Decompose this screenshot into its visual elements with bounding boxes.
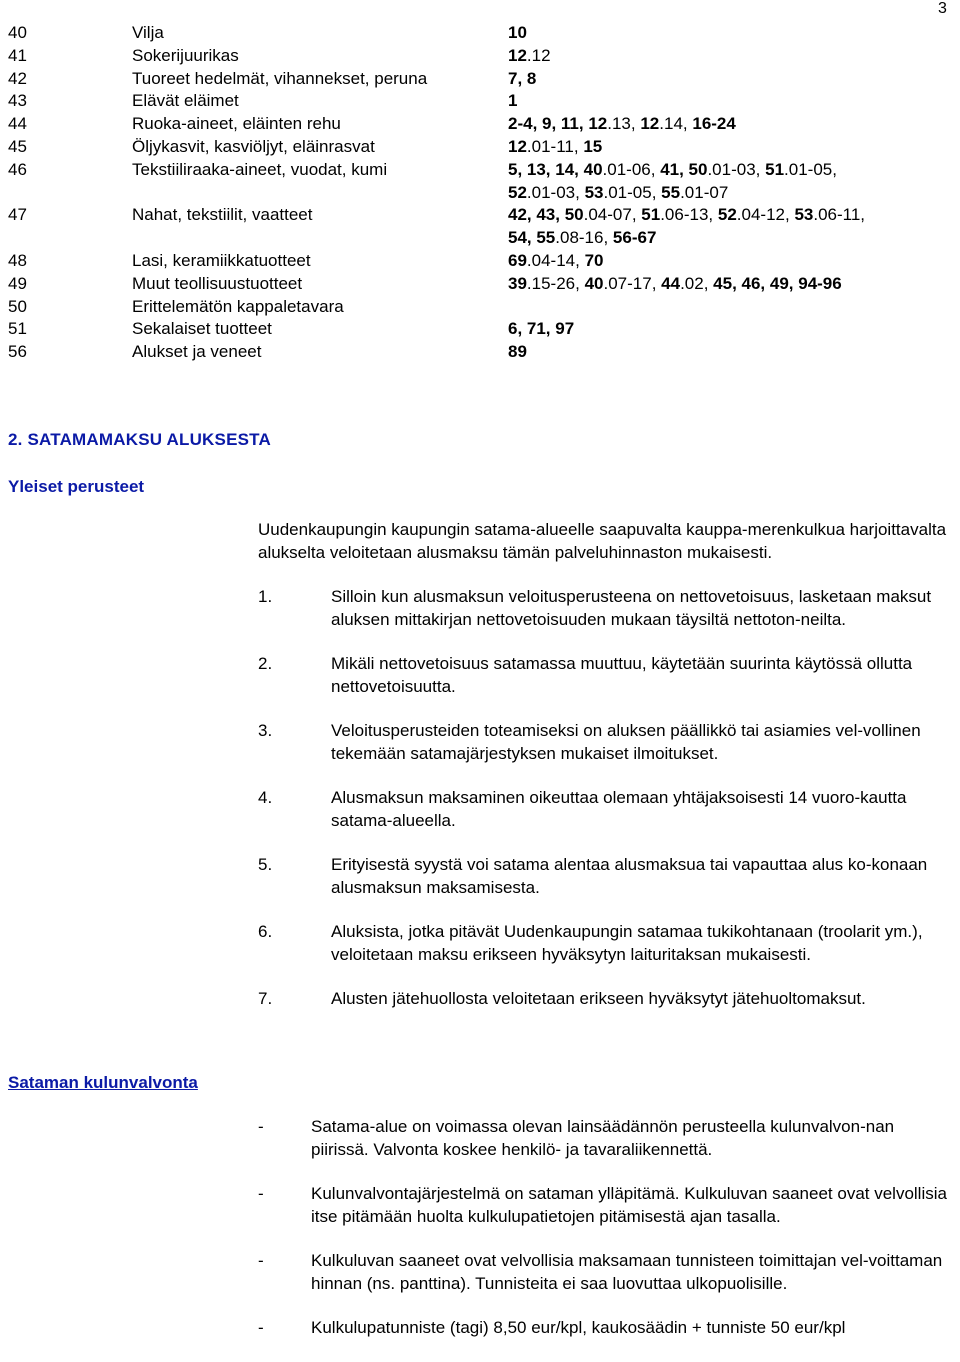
goods-code: 45 (8, 136, 27, 156)
goods-code: 56 (8, 342, 27, 362)
tariff-reference: 12.12 (508, 45, 551, 65)
rules-list (258, 586, 948, 1033)
table-row (8, 90, 938, 113)
list-item-number: 7. (258, 989, 273, 1008)
goods-code: 48 (8, 250, 27, 270)
list-item (258, 1183, 948, 1228)
subheading-general: Yleiset perusteet (8, 477, 145, 496)
goods-name: Erittelemätön kappaletavara (132, 296, 344, 316)
table-row (8, 182, 938, 205)
table-row (8, 296, 938, 319)
goods-name: Öljykasvit, kasviöljyt, eläinrasvat (132, 136, 375, 156)
goods-code: 51 (8, 319, 27, 339)
list-item (258, 1317, 948, 1340)
list-item-text: Kulkulupatunniste (tagi) 8,50 eur/kpl, kaukosäädin + tunniste 50 eur/kpl (311, 1318, 846, 1337)
list-item-text: Kulunvalvontajärjestelmä on sataman ylläpitämä. Kulkuluvan saaneet ovat velvollisia itse pitämään huolta kulkulupatietojen pitämisestä ajan tasalla. (311, 1184, 947, 1226)
goods-code (8, 227, 132, 250)
list-item-number: 4. (258, 788, 273, 807)
tariff-reference: 2-4, 9, 11, 12.13, 12.14, 16-24 (508, 114, 736, 134)
tariff-reference: 89 (508, 342, 527, 362)
tariff-reference (508, 296, 938, 319)
goods-name (132, 182, 508, 205)
tariff-reference: 52.01-03, 53.01-05, 55.01-07 (508, 182, 729, 202)
goods-name: Tekstiiliraaka-aineet, vuodat, kumi (132, 159, 388, 179)
goods-name: Tuoreet hedelmät, vihannekset, peruna (132, 68, 428, 88)
list-item-text: Kulkuluvan saaneet ovat velvollisia maksamaan tunnisteen toimittajan vel-voittaman hinnan (ns. panttina). Tunnisteita ei saa luovuttaa ulkopuolisille. (311, 1251, 943, 1293)
goods-code: 41 (8, 45, 27, 65)
list-item-text: Alusten jätehuollosta veloitetaan erikseen hyväksytyt jätehuoltomaksut. (331, 989, 866, 1008)
tariff-reference: 12.01-11, 15 (508, 136, 603, 156)
list-item (258, 720, 948, 765)
list-item (258, 787, 948, 832)
list-item-number: 3. (258, 721, 273, 740)
tariff-reference: 5, 13, 14, 40.01-06, 41, 50.01-03, 51.01-05, (508, 159, 837, 179)
goods-code: 44 (8, 114, 27, 134)
goods-name (132, 227, 508, 250)
list-item-text: Satama-alue on voimassa olevan lainsäädännön perusteella kulunvalvon-nan piirissä. Valvonta koskee henkilö- ja tavaraliikennettä. (311, 1117, 895, 1159)
tariff-reference: 1 (508, 91, 518, 111)
table-row (8, 204, 938, 227)
goods-name: Muut teollisuustuotteet (132, 273, 303, 293)
goods-name: Sokerijuurikas (132, 45, 239, 65)
list-item (258, 854, 948, 899)
list-item-text: Erityisestä syystä voi satama alentaa alusmaksua tai vapauttaa alus ko-konaan alusmaksun maksamisesta. (331, 855, 928, 897)
tariff-reference: 6, 71, 97 (508, 319, 575, 339)
list-item-text: Alusmaksun maksaminen oikeuttaa olemaan yhtäjaksoisesti 14 vuoro-kautta satama-alueella. (331, 788, 907, 830)
list-item (258, 1250, 948, 1295)
table-row (8, 159, 938, 182)
table-row (8, 318, 938, 341)
list-item-number: 2. (258, 654, 273, 673)
tariff-reference: 7, 8 (508, 68, 537, 88)
list-item (258, 586, 948, 631)
table-row (8, 113, 938, 136)
goods-code: 46 (8, 159, 27, 179)
goods-name: Vilja (132, 23, 164, 42)
tariff-reference: 69.04-14, 70 (508, 250, 604, 270)
list-item-dash: - (258, 1117, 264, 1136)
list-item-number: 1. (258, 587, 273, 606)
intro-paragraph: Uudenkaupungin kaupungin satama-alueelle saapuvalta kauppa-merenkulkua harjoittavalta alukselta veloitetaan alusmaksu tämän palveluhinnaston mukaisesti. (258, 520, 947, 562)
list-item-dash: - (258, 1184, 264, 1203)
goods-name: Sekalaiset tuotteet (132, 319, 272, 339)
goods-code: 42 (8, 68, 27, 88)
goods-code: 49 (8, 273, 27, 293)
list-item (258, 988, 948, 1011)
tariff-reference: 39.15-26, 40.07-17, 44.02, 45, 46, 49, 94-96 (508, 273, 842, 293)
table-row (8, 45, 938, 68)
table-row (8, 341, 938, 364)
table-row (8, 68, 938, 91)
list-item (258, 653, 948, 698)
table-row (8, 136, 938, 159)
list-item-number: 5. (258, 855, 273, 874)
table-row (8, 273, 938, 296)
tariff-reference: 54, 55.08-16, 56-67 (508, 228, 657, 248)
page-number: 3 (938, 0, 947, 17)
list-item-text: Veloitusperusteiden toteamiseksi on aluksen päällikkö tai asiamies vel-vollinen tekemään satamajärjestyksen mukaiset ilmoitukset. (331, 721, 921, 763)
goods-name: Elävät eläimet (132, 91, 239, 111)
goods-name: Lasi, keramiikkatuotteet (132, 250, 311, 270)
goods-code (8, 182, 132, 205)
list-item-text: Silloin kun alusmaksun veloitusperusteena on nettovetoisuus, lasketaan maksut aluksen mittakirjan nettovetoisuuden mukaan täysiltä nettoton-neilta. (331, 587, 932, 629)
goods-name: Ruoka-aineet, eläinten rehu (132, 114, 341, 134)
list-item-number: 6. (258, 922, 273, 941)
section-title: 2. SATAMAMAKSU ALUKSESTA (8, 430, 271, 449)
list-item-dash: - (258, 1251, 264, 1270)
table-row (8, 227, 938, 250)
goods-classification-table (8, 22, 938, 364)
list-item (258, 921, 948, 966)
list-item-text: Aluksista, jotka pitävät Uudenkaupungin satamaa tukikohtanaan (troolarit ym.), veloitetaan maksu erikseen hyväksytyn laituritaksan mukaisesti. (331, 922, 923, 964)
goods-name: Alukset ja veneet (132, 342, 262, 362)
list-item (258, 1116, 948, 1161)
goods-code: 47 (8, 205, 27, 225)
tariff-reference: 10 (508, 23, 527, 42)
goods-code: 50 (8, 296, 27, 316)
tariff-reference: 42, 43, 50.04-07, 51.06-13, 52.04-12, 53.06-11, (508, 205, 866, 225)
table-row (8, 250, 938, 273)
table-row (8, 22, 938, 45)
goods-name: Nahat, tekstiilit, vaatteet (132, 205, 313, 225)
goods-code: 43 (8, 91, 27, 111)
subheading-access-control: Sataman kulunvalvonta (8, 1073, 198, 1092)
list-item-text: Mikäli nettovetoisuus satamassa muuttuu, käytetään suurinta käytössä ollutta nettovetoisuutta. (331, 654, 913, 696)
access-control-list (258, 1116, 948, 1362)
goods-code: 40 (8, 23, 27, 42)
list-item-dash: - (258, 1318, 264, 1337)
